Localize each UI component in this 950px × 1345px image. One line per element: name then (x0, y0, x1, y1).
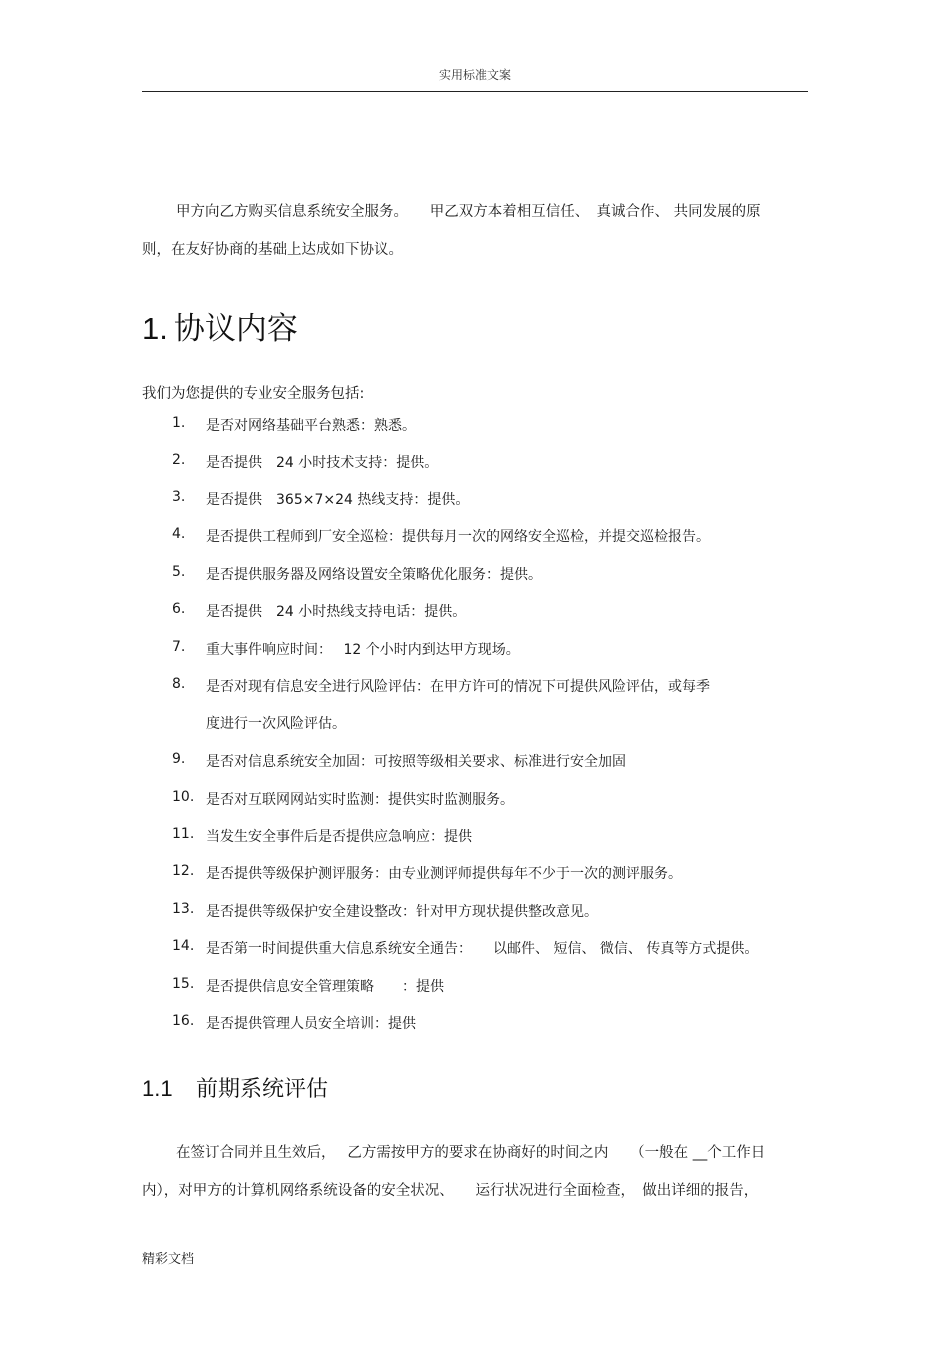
list-item-text: 当发生安全事件后是否提供应急响应：提供 (206, 829, 472, 845)
list-item-number: 1. (172, 415, 186, 431)
list-item-text: 是否对信息系统安全加固：可按照等级相关要求、标准进行安全加固 (206, 754, 626, 770)
section-1-1-title: 前期系统评估 (196, 1076, 329, 1101)
list-item-number: 10. (172, 789, 195, 805)
list-item-text: 是否提供 24 小时技术支持：提供。 (206, 455, 439, 471)
list-item-number: 8. (172, 676, 186, 692)
list-item-text: 是否提供等级保护测评服务：由专业测评师提供每年不少于一次的测评服务。 (206, 866, 682, 882)
list-item-number: 4. (172, 526, 186, 542)
list-item-text: 是否提供 24 小时热线支持电话：提供。 (206, 604, 467, 620)
intro-line-1: 甲方向乙方购买信息系统安全服务。 甲乙双方本着相互信任、 真诚合作、 共同发展的原 (176, 204, 761, 220)
list-item-text: 是否提供等级保护安全建设整改：针对甲方现状提供整改意见。 (206, 904, 598, 920)
list-item-text: 是否提供服务器及网络设置安全策略优化服务：提供。 (206, 567, 542, 583)
page-header-title: 实用标准文案 (438, 68, 511, 82)
list-item-number: 5. (172, 564, 186, 580)
section-1-1-line-1: 在签订合同并且生效后， 乙方需按甲方的要求在协商好的时间之内 （一般在 __个工作日 (176, 1145, 766, 1161)
list-item-text: 是否第一时间提供重大信息系统安全通告： 以邮件、 短信、 微信、 传真等方式提供。 (206, 941, 759, 957)
list-item-number: 16. (172, 1013, 195, 1029)
section-1-heading (142, 303, 298, 348)
list-item-text: 是否提供管理人员安全培训：提供 (206, 1016, 416, 1032)
section-1-number: 1. (142, 311, 168, 346)
list-item-number: 2. (172, 452, 186, 468)
list-item-number: 12. (172, 863, 195, 879)
list-item-text: 是否提供工程师到厂安全巡检：提供每月一次的网络安全巡检，并提交巡检报告。 (206, 529, 710, 545)
section-1-lead: 我们为您提供的专业安全服务包括: (142, 386, 365, 402)
list-item-text: 是否对互联网网站实时监测：提供实时监测服务。 (206, 792, 514, 808)
header-divider (142, 91, 808, 92)
section-1-1-line-2: 内），对甲方的计算机网络系统设备的安全状况、 运行状况进行全面检查， 做出详细的报告， (142, 1183, 759, 1199)
list-item-number: 11. (172, 826, 195, 842)
section-1-1-heading (142, 1072, 328, 1103)
section-1-1-number: 1.1 (142, 1076, 173, 1101)
list-item-number: 3. (172, 489, 186, 505)
intro-line-2: 则，在友好协商的基础上达成如下协议。 (142, 242, 403, 258)
page-footer: 精彩文档 (142, 1252, 195, 1267)
list-item-text-continued: 度进行一次风险评估。 (206, 716, 346, 732)
list-item-number: 9. (172, 751, 186, 767)
list-item-number: 6. (172, 601, 186, 617)
list-item-text: 是否提供信息安全管理策略 ：提供 (206, 979, 444, 995)
list-item-number: 7. (172, 639, 186, 655)
list-item-text: 是否对现有信息安全进行风险评估：在甲方许可的情况下可提供风险评估，或每季 (206, 679, 710, 695)
list-item-number: 15. (172, 976, 195, 992)
list-item-text: 重大事件响应时间： 12 个小时内到达甲方现场。 (206, 642, 520, 658)
list-item-number: 13. (172, 901, 195, 917)
section-1-title: 协议内容 (173, 311, 298, 346)
list-item-text: 是否提供 365×7×24 热线支持：提供。 (206, 492, 470, 508)
list-item-text: 是否对网络基础平台熟悉：熟悉。 (206, 418, 416, 434)
list-item-number: 14. (172, 938, 195, 954)
